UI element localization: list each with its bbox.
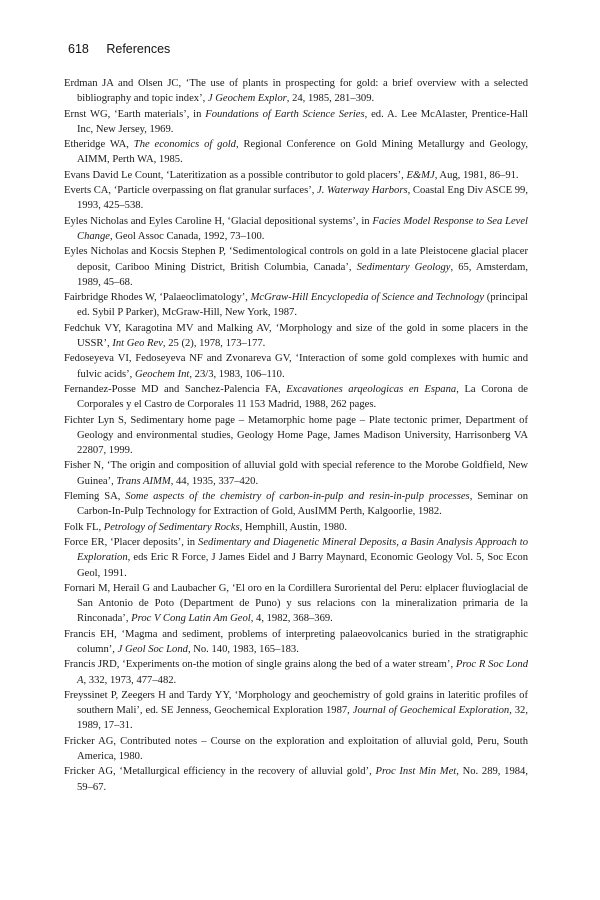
reference-entry	[64, 290, 528, 321]
reference-text: Evans David Le Count, ‘Lateritization as a possible contributor to gold placers’,	[64, 169, 407, 181]
reference-entry	[64, 413, 528, 459]
reference-italic-text: Proc Inst Min Met	[375, 766, 457, 778]
reference-italic-text: McGraw-Hill Encyclopedia of Science and Technology	[250, 292, 485, 304]
reference-text: Fleming SA,	[64, 491, 126, 503]
reference-text: , Regional Conference on Gold Mining Metallurgy and Geology, AIMM, Perth WA, 1985.	[77, 139, 528, 166]
reference-text: , 25 (2), 1978, 173–177.	[162, 338, 266, 350]
reference-italic-text: Int Geo Rev	[112, 338, 163, 350]
reference-italic-text: Excavationes arqeologicas en Espana	[286, 383, 457, 395]
reference-text: Folk FL,	[64, 521, 104, 533]
reference-italic-text: E&MJ	[406, 169, 435, 181]
reference-entry	[64, 183, 528, 214]
reference-italic-text: Foundations of Earth Science Series	[205, 108, 365, 120]
reference-text: Eyles Nicholas and Kocsis Stephen P, ‘Sedimentological controls on gold in a late Pleistocene glacial placer deposit, Cariboo Mining District, British Columbia, Canada’,	[64, 246, 528, 273]
reference-entry	[64, 321, 528, 352]
reference-italic-text: Proc V Cong Latin Am Geol	[131, 613, 251, 625]
reference-text: , Seminar on Carbon-In-Pulp Technology for Extraction of Gold, AusIMM Perth, Kalgoorlie, 1982.	[77, 491, 528, 518]
reference-italic-text: Proc R Soc Lond A	[77, 659, 528, 686]
reference-text: Fornari M, Herail G and Laubacher G, ‘El oro en la Cordillera Suroriental del Peru: elplacer fluvioglacial de San Antonio de Poto (Department de Puno) y sus relacions con la mineralization primaria de la Rinconada’,	[64, 582, 528, 625]
reference-text: , 65, Amsterdam, 1989, 45–68.	[77, 261, 528, 288]
reference-list	[64, 76, 528, 795]
reference-entry	[64, 535, 528, 581]
section-title: References	[106, 42, 171, 56]
running-head	[68, 42, 170, 56]
reference-entry	[64, 137, 528, 168]
reference-text: , Coastal Eng Div ASCE 99, 1993, 425–538.	[77, 185, 528, 212]
reference-entry	[64, 107, 528, 138]
reference-text: Fedoseyeva VI, Fedoseyeva NF and Zvonareva GV, ‘Interaction of some gold complexes with humic and fulvic acids’,	[64, 353, 528, 380]
reference-text: Erdman JA and Olsen JC, ‘The use of plants in prospecting for gold: a brief overview with a selected bibliography and topic index’,	[64, 78, 528, 105]
reference-text: Francis EH, ‘Magma and sediment, problems of interpreting palaeovolcanics buried in the stratigraphic column’,	[64, 628, 528, 655]
reference-text: , ed. A. Lee McAlaster, Prentice-Hall Inc, New Jersey, 1969.	[77, 108, 528, 135]
reference-entry	[64, 764, 528, 795]
reference-italic-text: Journal of Geochemical Exploration	[352, 705, 510, 717]
reference-entry	[64, 520, 528, 535]
reference-entry	[64, 581, 528, 627]
reference-text: , Geol Assoc Canada, 1992, 73–100.	[109, 230, 265, 242]
reference-text: Francis JRD, ‘Experiments on-the motion of single grains along the bed of a water stream’,	[64, 659, 456, 671]
reference-italic-text: Trans AIMM	[116, 475, 171, 487]
reference-entry	[64, 489, 528, 520]
reference-italic-text: Geochem Int	[134, 368, 190, 380]
reference-text: (principal ed. Sybil P Parker), McGraw-Hill, New York, 1987.	[77, 292, 528, 319]
reference-text: , 32, 1989, 17–31.	[77, 705, 528, 732]
reference-text: Fichter Lyn S, Sedimentary home page – Metamorphic home page – Plate tectonic primer, Department of Geology and environmental studies, Geology Home Page, James Madison University, Harrisonberg VA 22807, 1999.	[64, 414, 528, 457]
reference-italic-text: J Geol Soc Lond	[117, 643, 188, 655]
reference-text: , Hemphill, Austin, 1980.	[239, 521, 347, 533]
reference-text: Force ER, ‘Placer deposits’, in	[64, 536, 199, 548]
reference-text: Fairbridge Rhodes W, ‘Palaeoclimatology’,	[64, 292, 251, 304]
reference-entry	[64, 627, 528, 658]
reference-italic-text: Some aspects of the chemistry of carbon-in-pulp and resin-in-pulp processes	[125, 491, 470, 503]
reference-text: , No. 140, 1983, 165–183.	[187, 643, 299, 655]
reference-entry	[64, 244, 528, 290]
reference-text: , No. 289, 1984, 59–67.	[77, 766, 528, 793]
reference-entry	[64, 657, 528, 688]
reference-text: Etheridge WA,	[64, 139, 134, 151]
reference-text: , 23/3, 1983, 106–110.	[189, 368, 285, 380]
reference-entry	[64, 76, 528, 107]
reference-text: , eds Eric R Force, J James Eidel and J Barry Maynard, Economic Geology Vol. 5, Soc Econ Geol, 1991.	[77, 552, 528, 579]
reference-italic-text: Sedimentary Geology	[356, 261, 451, 273]
reference-entry	[64, 458, 528, 489]
reference-text: , 24, 1985, 281–309.	[286, 93, 375, 105]
reference-entry	[64, 351, 528, 382]
reference-entry	[64, 688, 528, 734]
page-number: 618	[68, 42, 89, 56]
reference-text: , Aug, 1981, 86–91.	[434, 169, 519, 181]
reference-text: Fedchuk VY, Karagotina MV and Malking AV, ‘Morphology and size of the gold in some placers in the USSR’,	[64, 322, 528, 350]
reference-text: Ernst WG, ‘Earth materials’, in	[64, 108, 206, 120]
reference-text: Everts CA, ‘Particle overpassing on flat granular surfaces’,	[64, 185, 318, 197]
reference-entry	[64, 382, 528, 413]
reference-italic-text: Petrology of Sedimentary Rocks	[103, 521, 240, 533]
reference-text: Eyles Nicholas and Eyles Caroline H, ‘Glacial depositional systems’, in	[64, 215, 373, 227]
reference-text: , 44, 1935, 337–420.	[170, 475, 259, 487]
reference-text: , 332, 1973, 477–482.	[83, 674, 177, 686]
reference-entry	[64, 734, 528, 765]
reference-entry	[64, 214, 528, 245]
reference-italic-text: The economics of gold	[133, 139, 236, 151]
reference-italic-text: J. Waterway Harbors	[317, 185, 408, 197]
reference-text: Freyssinet P, Zeegers H and Tardy YY, ‘Morphology and geochemistry of gold grains in lateritic profiles of southern Mali’, ed. SE Jenness, Geochemical Exploration 1987,	[64, 689, 528, 717]
reference-entry	[64, 168, 528, 183]
reference-italic-text: Facies Model Response to Sea Level Change	[77, 215, 528, 242]
reference-text: Fisher N, ‘The origin and composition of alluvial gold with special reference to the Morobe Goldfield, New Guinea’,	[64, 460, 528, 487]
reference-text: , La Corona de Corporales y el Castro de Corporales 11 153 Madrid, 1988, 262 pages.	[77, 383, 528, 411]
reference-italic-text: J Geochem Explor	[207, 93, 287, 105]
reference-text: , 4, 1982, 368–369.	[250, 613, 333, 625]
reference-text: Fricker AG, ‘Metallurgical efficiency in the recovery of alluvial gold’,	[64, 766, 376, 778]
reference-text: Fricker AG, Contributed notes – Course on the exploration and exploitation of alluvial gold, Peru, South America, 1980.	[64, 735, 528, 763]
reference-text: Fernandez-Posse MD and Sanchez-Palencia FA,	[64, 383, 287, 395]
reference-italic-text: Sedimentary and Diagenetic Mineral Deposits, a Basin Analysis Approach to Exploration	[77, 536, 528, 564]
